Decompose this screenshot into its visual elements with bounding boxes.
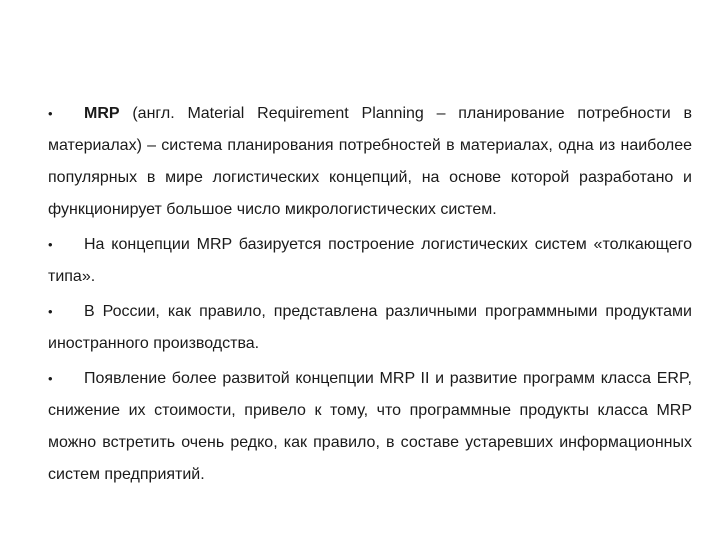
paragraph-mrp2-erp [48, 363, 692, 491]
paragraph-push-systems [48, 229, 692, 293]
paragraph-mrp-definition [48, 98, 692, 226]
bullet-icon: • [48, 237, 53, 252]
bullet-icon: • [48, 106, 53, 121]
bullet-icon: • [48, 371, 53, 386]
paragraph-russia [48, 296, 692, 360]
paragraph-text: Появление более развитой концепции MRP II и развитие программ класса ERP, снижение их стоимости, привело к тому, что программные продукты класса MRP можно встретить очень редко, как правило, в составе устаревших информационных систем предприятий. [48, 370, 692, 483]
slide-content [48, 98, 692, 494]
term-mrp: MRP [84, 105, 120, 122]
paragraph-text: На концепции MRP базируется построение логистических систем «толкающего типа». [48, 236, 692, 285]
bullet-icon: • [48, 304, 53, 319]
paragraph-text: (англ. Material Requirement Planning – планирование потребности в материалах) – система планирования потребностей в материалах, одна из наиболее популярных в мире логистических концепций, на основе которой разработано и функционирует большое число микрологистических систем. [48, 105, 692, 218]
paragraph-text: В России, как правило, представлена различными программными продуктами иностранного производства. [48, 303, 692, 352]
